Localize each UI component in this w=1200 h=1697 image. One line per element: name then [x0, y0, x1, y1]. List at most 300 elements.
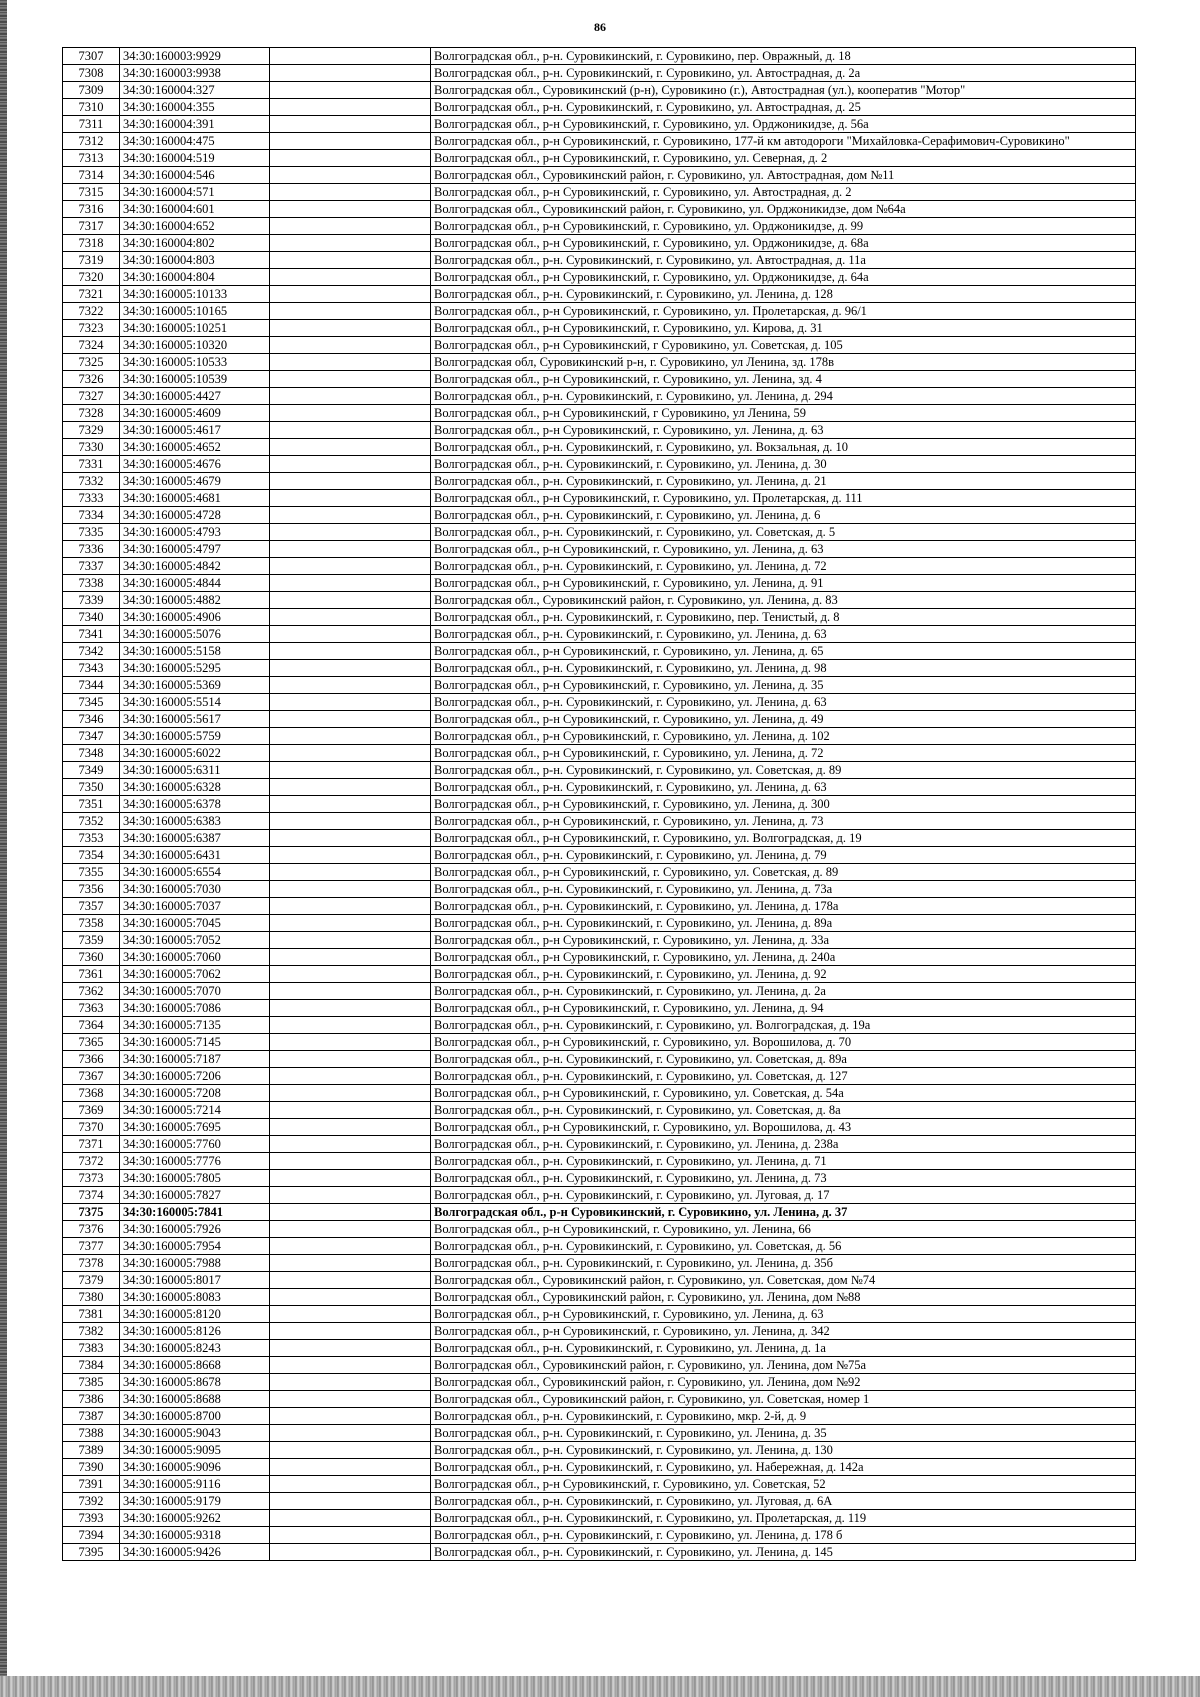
row-number-cell: 7338: [63, 575, 120, 592]
blank-cell: [270, 286, 431, 303]
address-cell: Волгоградская обл., р-н Суровикинский, г. Суровикино, ул. Ленина, д. 300: [431, 796, 1136, 813]
cadastral-number-cell: 34:30:160005:7062: [120, 966, 270, 983]
cadastral-number-cell: 34:30:160005:7086: [120, 1000, 270, 1017]
blank-cell: [270, 779, 431, 796]
blank-cell: [270, 150, 431, 167]
cadastral-number-cell: 34:30:160005:5759: [120, 728, 270, 745]
table-row: [63, 201, 1136, 218]
cadastral-number-cell: 34:30:160004:804: [120, 269, 270, 286]
row-number-cell: 7341: [63, 626, 120, 643]
cadastral-number-cell: 34:30:160005:4617: [120, 422, 270, 439]
blank-cell: [270, 1085, 431, 1102]
scan-edge-bottom: [0, 1676, 1200, 1697]
blank-cell: [270, 1153, 431, 1170]
cadastral-number-cell: 34:30:160004:391: [120, 116, 270, 133]
table-row: [63, 354, 1136, 371]
table-row: [63, 1017, 1136, 1034]
table-row: [63, 1102, 1136, 1119]
table-row: [63, 541, 1136, 558]
row-number-cell: 7361: [63, 966, 120, 983]
row-number-cell: 7342: [63, 643, 120, 660]
address-cell: Волгоградская обл., р-н. Суровикинский, г. Суровикино, ул. Вокзальная, д. 10: [431, 439, 1136, 456]
blank-cell: [270, 745, 431, 762]
cadastral-number-cell: 34:30:160005:7760: [120, 1136, 270, 1153]
cadastral-number-cell: 34:30:160005:9318: [120, 1527, 270, 1544]
address-cell: Волгоградская обл., р-н Суровикинский, г. Суровикино, ул. Ленина, д. 63: [431, 541, 1136, 558]
blank-cell: [270, 354, 431, 371]
blank-cell: [270, 643, 431, 660]
cadastral-number-cell: 34:30:160005:6378: [120, 796, 270, 813]
cadastral-number-cell: 34:30:160005:10165: [120, 303, 270, 320]
table-row: [63, 983, 1136, 1000]
blank-cell: [270, 1306, 431, 1323]
row-number-cell: 7360: [63, 949, 120, 966]
table-row: [63, 609, 1136, 626]
row-number-cell: 7374: [63, 1187, 120, 1204]
blank-cell: [270, 1102, 431, 1119]
scan-edge-left: [0, 0, 7, 1697]
blank-cell: [270, 1459, 431, 1476]
blank-cell: [270, 898, 431, 915]
address-cell: Волгоградская обл., р-н. Суровикинский, г. Суровикино, ул. Ленина, д. 35: [431, 1425, 1136, 1442]
cadastral-number-cell: 34:30:160005:4609: [120, 405, 270, 422]
table-row: [63, 1493, 1136, 1510]
blank-cell: [270, 388, 431, 405]
address-cell: Волгоградская обл., р-н. Суровикинский, г. Суровикино, ул. Ленина, д. 89а: [431, 915, 1136, 932]
row-number-cell: 7351: [63, 796, 120, 813]
address-cell: Волгоградская обл., р-н. Суровикинский, г. Суровикино, пер. Овражный, д. 18: [431, 48, 1136, 65]
table-row: [63, 1374, 1136, 1391]
cadastral-number-cell: 34:30:160004:519: [120, 150, 270, 167]
table-row: [63, 966, 1136, 983]
blank-cell: [270, 1391, 431, 1408]
blank-cell: [270, 507, 431, 524]
cadastral-number-cell: 34:30:160005:7776: [120, 1153, 270, 1170]
blank-cell: [270, 677, 431, 694]
row-number-cell: 7344: [63, 677, 120, 694]
address-cell: Волгоградская обл., р-н. Суровикинский, г. Суровикино, ул. Ленина, д. 2а: [431, 983, 1136, 1000]
table-row: [63, 1289, 1136, 1306]
address-cell: Волгоградская обл., Суровикинский район, г. Суровикино, ул. Советская, дом №74: [431, 1272, 1136, 1289]
row-number-cell: 7335: [63, 524, 120, 541]
cadastral-number-cell: 34:30:160005:6383: [120, 813, 270, 830]
table-row: [63, 1408, 1136, 1425]
row-number-cell: 7336: [63, 541, 120, 558]
cadastral-number-cell: 34:30:160005:4427: [120, 388, 270, 405]
table-row: [63, 167, 1136, 184]
cadastral-number-cell: 34:30:160004:601: [120, 201, 270, 218]
row-number-cell: 7386: [63, 1391, 120, 1408]
blank-cell: [270, 218, 431, 235]
blank-cell: [270, 813, 431, 830]
blank-cell: [270, 932, 431, 949]
blank-cell: [270, 1204, 431, 1221]
blank-cell: [270, 1000, 431, 1017]
cadastral-number-cell: 34:30:160005:6431: [120, 847, 270, 864]
blank-cell: [270, 830, 431, 847]
row-number-cell: 7392: [63, 1493, 120, 1510]
cadastral-number-cell: 34:30:160005:10251: [120, 320, 270, 337]
row-number-cell: 7358: [63, 915, 120, 932]
row-number-cell: 7332: [63, 473, 120, 490]
cadastral-number-cell: 34:30:160005:7206: [120, 1068, 270, 1085]
row-number-cell: 7340: [63, 609, 120, 626]
table-row: [63, 439, 1136, 456]
row-number-cell: 7331: [63, 456, 120, 473]
cadastral-number-cell: 34:30:160005:6311: [120, 762, 270, 779]
address-cell: Волгоградская обл., р-н. Суровикинский, г. Суровикино, ул. Советская, д. 5: [431, 524, 1136, 541]
row-number-cell: 7356: [63, 881, 120, 898]
address-cell: Волгоградская обл., р-н. Суровикинский, г. Суровикино, ул. Советская, д. 89: [431, 762, 1136, 779]
row-number-cell: 7388: [63, 1425, 120, 1442]
table-row: [63, 728, 1136, 745]
table-row: [63, 235, 1136, 252]
cadastral-number-cell: 34:30:160005:7145: [120, 1034, 270, 1051]
blank-cell: [270, 1187, 431, 1204]
row-number-cell: 7312: [63, 133, 120, 150]
row-number-cell: 7371: [63, 1136, 120, 1153]
blank-cell: [270, 1170, 431, 1187]
row-number-cell: 7353: [63, 830, 120, 847]
row-number-cell: 7395: [63, 1544, 120, 1561]
address-cell: Волгоградская обл., р-н Суровикинский, г. Суровикино, ул. Автострадная, д. 2: [431, 184, 1136, 201]
blank-cell: [270, 303, 431, 320]
address-cell: Волгоградская обл., р-н. Суровикинский, г. Суровикино, ул. Автострадная, д. 25: [431, 99, 1136, 116]
blank-cell: [270, 371, 431, 388]
blank-cell: [270, 847, 431, 864]
table-row: [63, 252, 1136, 269]
address-cell: Волгоградская обл., р-н. Суровикинский, г. Суровикино, ул. Советская, д. 8а: [431, 1102, 1136, 1119]
address-cell: Волгоградская обл., р-н Суровикинский, г. Суровикино, ул. Ленина, д. 73: [431, 813, 1136, 830]
row-number-cell: 7381: [63, 1306, 120, 1323]
cadastral-number-cell: 34:30:160005:7045: [120, 915, 270, 932]
table-row: [63, 1459, 1136, 1476]
cadastral-number-cell: 34:30:160005:10533: [120, 354, 270, 371]
blank-cell: [270, 116, 431, 133]
table-row: [63, 337, 1136, 354]
cadastral-number-cell: 34:30:160005:9095: [120, 1442, 270, 1459]
cadastral-number-cell: 34:30:160005:5076: [120, 626, 270, 643]
address-cell: Волгоградская обл., р-н Суровикинский, г. Суровикино, ул. Ленина, д. 37: [431, 1204, 1136, 1221]
row-number-cell: 7383: [63, 1340, 120, 1357]
cadastral-number-cell: 34:30:160005:9179: [120, 1493, 270, 1510]
row-number-cell: 7384: [63, 1357, 120, 1374]
address-cell: Волгоградская обл., р-н Суровикинский, г. Суровикино, 177-й км автодороги "Михайловка-Серафимович-Суровикино": [431, 133, 1136, 150]
cadastral-number-cell: 34:30:160005:8126: [120, 1323, 270, 1340]
address-cell: Волгоградская обл., р-н. Суровикинский, г. Суровикино, ул. Ленина, д. 73: [431, 1170, 1136, 1187]
table-row: [63, 915, 1136, 932]
blank-cell: [270, 626, 431, 643]
blank-cell: [270, 1357, 431, 1374]
blank-cell: [270, 405, 431, 422]
row-number-cell: 7325: [63, 354, 120, 371]
blank-cell: [270, 864, 431, 881]
cadastral-number-cell: 34:30:160005:8243: [120, 1340, 270, 1357]
row-number-cell: 7313: [63, 150, 120, 167]
address-cell: Волгоградская обл., р-н. Суровикинский, г. Суровикино, ул. Луговая, д. 17: [431, 1187, 1136, 1204]
row-number-cell: 7375: [63, 1204, 120, 1221]
table-row: [63, 1340, 1136, 1357]
blank-cell: [270, 1034, 431, 1051]
table-row: [63, 864, 1136, 881]
address-cell: Волгоградская обл., р-н. Суровикинский, г. Суровикино, ул. Советская, д. 56: [431, 1238, 1136, 1255]
blank-cell: [270, 1323, 431, 1340]
address-cell: Волгоградская обл., Суровикинский (р-н), Суровикино (г.), Автострадная (ул.), кооператив "Мотор": [431, 82, 1136, 99]
row-number-cell: 7307: [63, 48, 120, 65]
blank-cell: [270, 422, 431, 439]
row-number-cell: 7355: [63, 864, 120, 881]
row-number-cell: 7308: [63, 65, 120, 82]
blank-cell: [270, 1493, 431, 1510]
table-row: [63, 150, 1136, 167]
table-row: [63, 1204, 1136, 1221]
address-cell: Волгоградская обл., р-н Суровикинский, г. Суровикино, ул. Ленина, д. 49: [431, 711, 1136, 728]
address-cell: Волгоградская обл., р-н. Суровикинский, г. Суровикино, ул. Ленина, д. 145: [431, 1544, 1136, 1561]
blank-cell: [270, 439, 431, 456]
address-cell: Волгоградская обл., р-н. Суровикинский, г. Суровикино, ул. Ленина, д. 63: [431, 779, 1136, 796]
table-row: [63, 1187, 1136, 1204]
address-cell: Волгоградская обл., р-н Суровикинский, г. Суровикино, ул. Ленина, д. 33а: [431, 932, 1136, 949]
row-number-cell: 7359: [63, 932, 120, 949]
row-number-cell: 7369: [63, 1102, 120, 1119]
blank-cell: [270, 983, 431, 1000]
row-number-cell: 7348: [63, 745, 120, 762]
blank-cell: [270, 133, 431, 150]
row-number-cell: 7319: [63, 252, 120, 269]
address-cell: Волгоградская обл., р-н Суровикинский, г. Суровикино, ул. Пролетарская, д. 96/1: [431, 303, 1136, 320]
cadastral-number-cell: 34:30:160003:9929: [120, 48, 270, 65]
blank-cell: [270, 167, 431, 184]
blank-cell: [270, 1238, 431, 1255]
cadastral-number-cell: 34:30:160005:5369: [120, 677, 270, 694]
address-cell: Волгоградская обл., р-н. Суровикинский, г. Суровикино, ул. Ленина, д. 35б: [431, 1255, 1136, 1272]
row-number-cell: 7309: [63, 82, 120, 99]
blank-cell: [270, 269, 431, 286]
row-number-cell: 7387: [63, 1408, 120, 1425]
table-row: [63, 1051, 1136, 1068]
address-cell: Волгоградская обл., р-н. Суровикинский, г. Суровикино, ул. Ленина, д. 178 б: [431, 1527, 1136, 1544]
cadastral-number-cell: 34:30:160005:7037: [120, 898, 270, 915]
address-cell: Волгоградская обл., р-н Суровикинский, г. Суровикино, ул. Северная, д. 2: [431, 150, 1136, 167]
address-cell: Волгоградская обл., р-н Суровикинский, г. Суровикино, ул. Ленина, д. 94: [431, 1000, 1136, 1017]
row-number-cell: 7391: [63, 1476, 120, 1493]
blank-cell: [270, 1068, 431, 1085]
table-row: [63, 592, 1136, 609]
table-row: [63, 269, 1136, 286]
address-cell: Волгоградская обл., р-н Суровикинский, г. Суровикино, ул. Ленина, д. 63: [431, 422, 1136, 439]
cadastral-number-cell: 34:30:160005:7208: [120, 1085, 270, 1102]
cadastral-number-cell: 34:30:160005:4882: [120, 592, 270, 609]
address-cell: Волгоградская обл., р-н Суровикинский, г. Суровикино, ул. Ленина, д. 342: [431, 1323, 1136, 1340]
blank-cell: [270, 575, 431, 592]
cadastral-number-cell: 34:30:160005:10320: [120, 337, 270, 354]
table-row: [63, 1476, 1136, 1493]
table-row: [63, 116, 1136, 133]
address-cell: Волгоградская обл., р-н Суровикинский, г. Суровикино, ул. Ленина, 66: [431, 1221, 1136, 1238]
table-row: [63, 1510, 1136, 1527]
address-cell: Волгоградская обл., р-н Суровикинский, г. Суровикино, ул. Волгоградская, д. 19: [431, 830, 1136, 847]
blank-cell: [270, 1017, 431, 1034]
row-number-cell: 7389: [63, 1442, 120, 1459]
address-cell: Волгоградская обл., р-н. Суровикинский, г. Суровикино, ул. Ленина, д. 92: [431, 966, 1136, 983]
row-number-cell: 7330: [63, 439, 120, 456]
cadastral-number-cell: 34:30:160005:4797: [120, 541, 270, 558]
blank-cell: [270, 1289, 431, 1306]
table-row: [63, 1085, 1136, 1102]
address-cell: Волгоградская обл., р-н Суровикинский, г Суровикино, ул. Советская, д. 105: [431, 337, 1136, 354]
row-number-cell: 7363: [63, 1000, 120, 1017]
blank-cell: [270, 524, 431, 541]
address-cell: Волгоградская обл., р-н. Суровикинский, г. Суровикино, ул. Ленина, д. 72: [431, 558, 1136, 575]
address-cell: Волгоградская обл., р-н. Суровикинский, г. Суровикино, ул. Ленина, д. 130: [431, 1442, 1136, 1459]
blank-cell: [270, 541, 431, 558]
address-cell: Волгоградская обл., р-н Суровикинский, г. Суровикино, ул. Ворошилова, д. 43: [431, 1119, 1136, 1136]
row-number-cell: 7372: [63, 1153, 120, 1170]
blank-cell: [270, 184, 431, 201]
blank-cell: [270, 1408, 431, 1425]
cadastral-number-cell: 34:30:160005:9096: [120, 1459, 270, 1476]
address-cell: Волгоградская обл., р-н. Суровикинский, г. Суровикино, ул. Ленина, д. 6: [431, 507, 1136, 524]
table-row: [63, 184, 1136, 201]
table-row: [63, 1442, 1136, 1459]
address-cell: Волгоградская обл., р-н Суровикинский, г. Суровикино, ул. Кирова, д. 31: [431, 320, 1136, 337]
cadastral-number-cell: 34:30:160005:4844: [120, 575, 270, 592]
table-row: [63, 286, 1136, 303]
blank-cell: [270, 558, 431, 575]
table-row: [63, 677, 1136, 694]
row-number-cell: 7318: [63, 235, 120, 252]
blank-cell: [270, 1510, 431, 1527]
address-cell: Волгоградская обл., р-н Суровикинский, г. Суровикино, ул. Советская, 52: [431, 1476, 1136, 1493]
blank-cell: [270, 796, 431, 813]
cadastral-number-cell: 34:30:160005:5617: [120, 711, 270, 728]
cadastral-number-cell: 34:30:160005:4842: [120, 558, 270, 575]
row-number-cell: 7390: [63, 1459, 120, 1476]
blank-cell: [270, 1425, 431, 1442]
cadastral-number-cell: 34:30:160005:4679: [120, 473, 270, 490]
row-number-cell: 7346: [63, 711, 120, 728]
row-number-cell: 7324: [63, 337, 120, 354]
address-cell: Волгоградская обл., р-н Суровикинский, г. Суровикино, ул. Орджоникидзе, д. 68а: [431, 235, 1136, 252]
address-cell: Волгоградская обл., р-н. Суровикинский, г. Суровикино, ул. Автострадная, д. 2а: [431, 65, 1136, 82]
address-cell: Волгоградская обл., р-н Суровикинский, г. Суровикино, ул. Ленина, д. 35: [431, 677, 1136, 694]
address-cell: Волгоградская обл., Суровикинский район, г. Суровикино, ул. Ленина, дом №75а: [431, 1357, 1136, 1374]
table-row: [63, 1357, 1136, 1374]
row-number-cell: 7345: [63, 694, 120, 711]
blank-cell: [270, 728, 431, 745]
blank-cell: [270, 1051, 431, 1068]
cadastral-number-cell: 34:30:160005:4906: [120, 609, 270, 626]
table-row: [63, 575, 1136, 592]
table-row: [63, 133, 1136, 150]
address-cell: Волгоградская обл., р-н Суровикинский, г. Суровикино, ул. Ленина, д. 240а: [431, 949, 1136, 966]
address-cell: Волгоградская обл., Суровикинский район, г. Суровикино, ул. Ленина, дом №88: [431, 1289, 1136, 1306]
table-row: [63, 558, 1136, 575]
address-cell: Волгоградская обл., р-н. Суровикинский, г. Суровикино, мкр. 2-й, д. 9: [431, 1408, 1136, 1425]
cadastral-number-cell: 34:30:160005:9043: [120, 1425, 270, 1442]
table-row: [63, 694, 1136, 711]
table-row: [63, 796, 1136, 813]
address-cell: Волгоградская обл., р-н Суровикинский, г. Суровикино, ул. Орджоникидзе, д. 56а: [431, 116, 1136, 133]
row-number-cell: 7380: [63, 1289, 120, 1306]
table-row: [63, 422, 1136, 439]
blank-cell: [270, 694, 431, 711]
cadastral-number-cell: 34:30:160005:4676: [120, 456, 270, 473]
row-number-cell: 7343: [63, 660, 120, 677]
cadastral-number-cell: 34:30:160004:327: [120, 82, 270, 99]
address-cell: Волгоградская обл, Суровикинский р-н, г. Суровикино, ул Ленина, зд. 178в: [431, 354, 1136, 371]
table-row: [63, 82, 1136, 99]
blank-cell: [270, 99, 431, 116]
cadastral-number-cell: 34:30:160005:10539: [120, 371, 270, 388]
table-row: [63, 1170, 1136, 1187]
row-number-cell: 7357: [63, 898, 120, 915]
table-row: [63, 48, 1136, 65]
table-row: [63, 643, 1136, 660]
address-cell: Волгоградская обл., р-н. Суровикинский, г. Суровикино, ул. Ленина, д. 294: [431, 388, 1136, 405]
table-row: [63, 711, 1136, 728]
address-cell: Волгоградская обл., р-н. Суровикинский, г. Суровикино, ул. Советская, д. 89а: [431, 1051, 1136, 1068]
blank-cell: [270, 1136, 431, 1153]
blank-cell: [270, 1255, 431, 1272]
page-number: 86: [594, 20, 606, 34]
address-cell: Волгоградская обл., р-н Суровикинский, г. Суровикино, ул. Ленина, д. 91: [431, 575, 1136, 592]
blank-cell: [270, 949, 431, 966]
table-row: [63, 1034, 1136, 1051]
blank-cell: [270, 456, 431, 473]
address-cell: Волгоградская обл., р-н. Суровикинский, г. Суровикино, ул. Ленина, д. 98: [431, 660, 1136, 677]
table-row: [63, 1544, 1136, 1561]
row-number-cell: 7385: [63, 1374, 120, 1391]
cadastral-number-cell: 34:30:160003:9938: [120, 65, 270, 82]
blank-cell: [270, 337, 431, 354]
blank-cell: [270, 1442, 431, 1459]
row-number-cell: 7334: [63, 507, 120, 524]
blank-cell: [270, 609, 431, 626]
address-cell: Волгоградская обл., Суровикинский район, г. Суровикино, ул. Советская, номер 1: [431, 1391, 1136, 1408]
blank-cell: [270, 1374, 431, 1391]
table-row: [63, 745, 1136, 762]
row-number-cell: 7367: [63, 1068, 120, 1085]
address-cell: Волгоградская обл., р-н Суровикинский, г. Суровикино, ул. Ленина, зд. 4: [431, 371, 1136, 388]
row-number-cell: 7326: [63, 371, 120, 388]
address-cell: Волгоградская обл., р-н. Суровикинский, г. Суровикино, ул. Волгоградская, д. 19а: [431, 1017, 1136, 1034]
row-number-cell: 7352: [63, 813, 120, 830]
blank-cell: [270, 1221, 431, 1238]
row-number-cell: 7354: [63, 847, 120, 864]
row-number-cell: 7328: [63, 405, 120, 422]
address-cell: Волгоградская обл., р-н. Суровикинский, г. Суровикино, ул. Ленина, д. 1а: [431, 1340, 1136, 1357]
address-cell: Волгоградская обл., р-н. Суровикинский, г. Суровикино, ул. Ленина, д. 178а: [431, 898, 1136, 915]
row-number-cell: 7327: [63, 388, 120, 405]
address-cell: Волгоградская обл., р-н Суровикинский, г. Суровикино, ул. Ленина, д. 65: [431, 643, 1136, 660]
row-number-cell: 7347: [63, 728, 120, 745]
address-cell: Волгоградская обл., р-н Суровикинский, г Суровикино, ул Ленина, 59: [431, 405, 1136, 422]
row-number-cell: 7316: [63, 201, 120, 218]
blank-cell: [270, 1340, 431, 1357]
cadastral-number-cell: 34:30:160005:9426: [120, 1544, 270, 1561]
cadastral-number-cell: 34:30:160005:6022: [120, 745, 270, 762]
address-cell: Волгоградская обл., р-н. Суровикинский, г. Суровикино, ул. Ленина, д. 128: [431, 286, 1136, 303]
blank-cell: [270, 966, 431, 983]
address-cell: Волгоградская обл., р-н. Суровикинский, г. Суровикино, ул. Луговая, д. 6А: [431, 1493, 1136, 1510]
table-row: [63, 626, 1136, 643]
cadastral-number-cell: 34:30:160005:7841: [120, 1204, 270, 1221]
table-row: [63, 1153, 1136, 1170]
cadastral-number-cell: 34:30:160005:9116: [120, 1476, 270, 1493]
address-cell: Волгоградская обл., р-н. Суровикинский, г. Суровикино, пер. Тенистый, д. 8: [431, 609, 1136, 626]
address-cell: Волгоградская обл., р-н Суровикинский, г. Суровикино, ул. Советская, д. 89: [431, 864, 1136, 881]
